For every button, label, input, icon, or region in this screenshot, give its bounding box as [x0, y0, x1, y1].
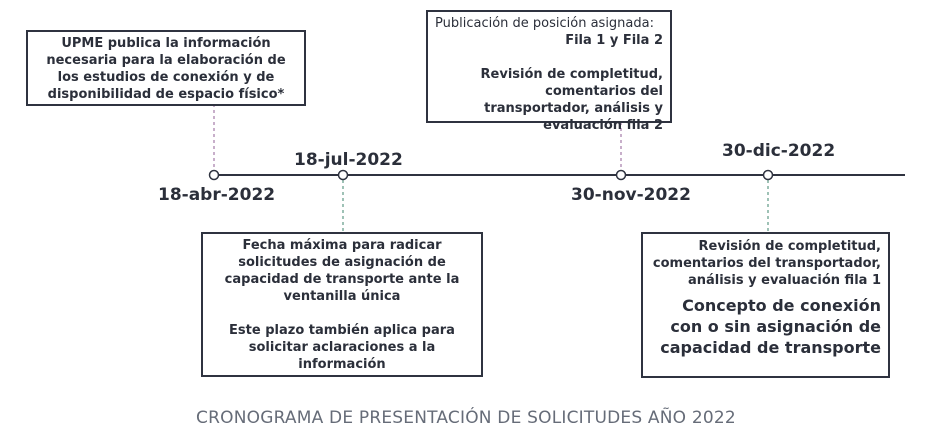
box-publicacion	[426, 10, 672, 133]
milestone-date-3: 30-nov-2022	[571, 185, 691, 205]
box-publicacion-line2: Fila 1 y Fila 2	[565, 33, 663, 48]
box-fecha-maxima-text1: Fecha máxima para radicar solicitudes de asignación de capacidad de transporte ante la ventanilla única	[224, 238, 460, 304]
box-publicacion-text2: Revisión de completitud, comentarios del transportador, análisis y evaluación fila 2	[480, 67, 663, 133]
milestone-date-2: 18-jul-2022	[294, 150, 403, 170]
box-concepto	[641, 232, 890, 378]
box-publicacion-line1: Publicación de posición asignada:	[435, 16, 654, 31]
milestone-date-4: 30-dic-2022	[722, 141, 836, 161]
box-concepto-text2: Concepto de conexión con o sin asignación de capacidad de transporte	[660, 296, 881, 357]
box-concepto-text1: Revisión de completitud, comentarios del transportador, análisis y evaluación fila 1	[652, 239, 881, 288]
box-upme-text: UPME publica la información necesaria para la elaboración de los estudios de conexión y de disponibilidad de espacio físico*	[46, 36, 286, 102]
box-fecha-maxima	[201, 232, 483, 377]
diagram-caption: CRONOGRAMA DE PRESENTACIÓN DE SOLICITUDES AÑO 2022	[196, 408, 736, 428]
box-upme-publica	[26, 30, 306, 106]
milestone-marker-1	[210, 171, 219, 180]
milestone-marker-4	[764, 171, 773, 180]
milestone-date-1: 18-abr-2022	[158, 185, 276, 205]
milestone-marker-3	[617, 171, 626, 180]
milestone-marker-2	[339, 171, 348, 180]
box-fecha-maxima-text2: Este plazo también aplica para solicitar aclaraciones a la información	[229, 323, 455, 372]
